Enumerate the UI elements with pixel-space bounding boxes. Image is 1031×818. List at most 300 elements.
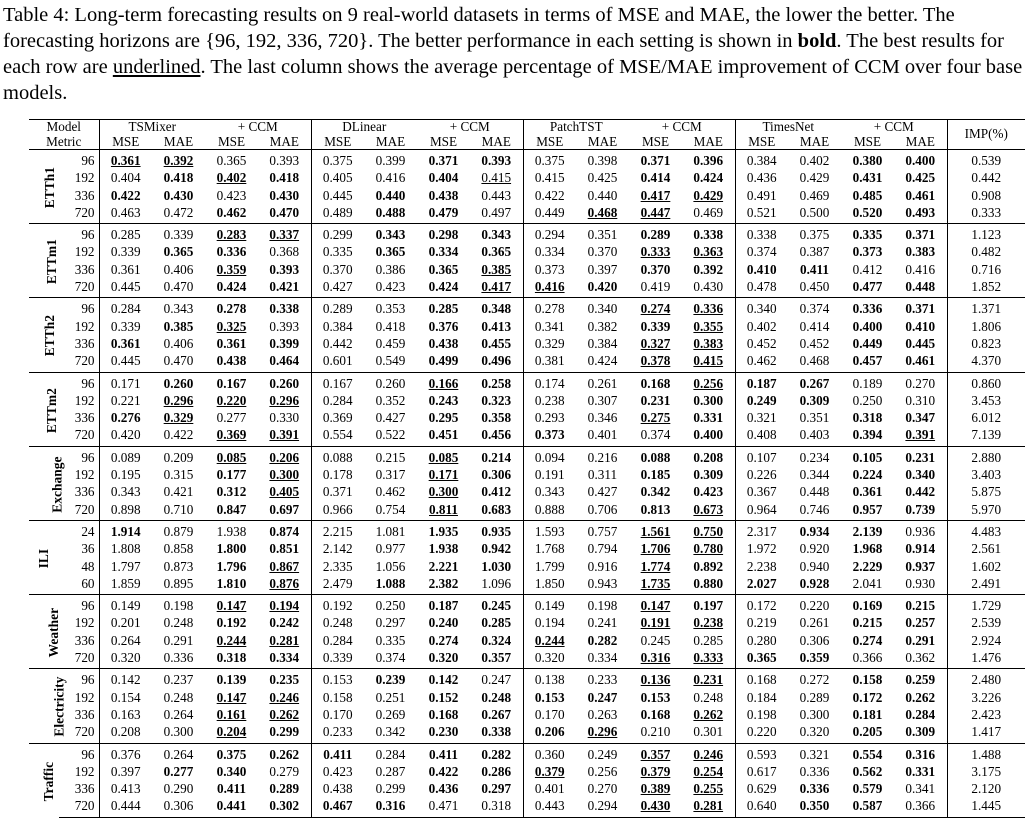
- value-cell: 0.370: [587, 244, 618, 260]
- value-cell: 0.348: [470, 298, 523, 318]
- value-cell: 0.739: [905, 501, 936, 517]
- horizon-cell: 96: [59, 669, 99, 689]
- value-cell: 0.280: [735, 632, 788, 649]
- value-cell: 0.352: [375, 392, 406, 408]
- value-cell: 0.411: [800, 261, 829, 277]
- value-cell: 0.366: [894, 797, 947, 817]
- table-row: [29, 372, 1025, 392]
- horizon-cell: 336: [74, 261, 95, 277]
- table-row: [29, 278, 1025, 298]
- value-cell: 0.448: [905, 279, 936, 295]
- value-cell: 0.338: [258, 298, 311, 318]
- caption-text-1: Table 4: Long-term forecasting results on 9 real-world datasets in terms of MSE and MAE, the lower the better. The forecasting horizons are {96, 192, 336, 720}. The better performance in each setting is shown in: [3, 4, 955, 52]
- value-cell: 0.274: [852, 632, 883, 648]
- value-cell: 0.640: [735, 797, 788, 817]
- imp-cell: 1.417: [947, 723, 1025, 743]
- value-cell: 0.401: [523, 780, 576, 797]
- value-cell: 0.353: [364, 298, 417, 318]
- table-row: [29, 335, 1025, 352]
- value-cell: 0.425: [905, 170, 936, 186]
- value-cell: 0.302: [258, 797, 311, 817]
- value-cell: 0.420: [587, 279, 618, 295]
- metric-header-mse: MSE: [641, 133, 670, 149]
- value-cell: 0.402: [735, 318, 788, 335]
- value-cell: 0.394: [852, 427, 883, 443]
- value-cell: 0.342: [640, 484, 671, 500]
- value-cell: 0.370: [311, 261, 364, 278]
- value-cell: 0.343: [99, 483, 152, 500]
- table-row: [29, 558, 1025, 575]
- horizon-cell: 720: [74, 650, 95, 666]
- caption-text-2: . The best results for each row are: [3, 30, 1004, 78]
- table-row: [29, 632, 1025, 649]
- value-cell: 0.416: [905, 261, 936, 277]
- imp-cell: 1.602: [947, 558, 1025, 575]
- value-cell: 0.333: [693, 650, 724, 666]
- value-cell: 0.237: [152, 669, 205, 689]
- dataset-label: [29, 446, 65, 520]
- value-cell: 0.331: [905, 763, 936, 779]
- value-cell: 0.375: [311, 150, 364, 170]
- model-header-timesnet-ccm: + CCM: [841, 120, 947, 135]
- value-cell: 0.873: [163, 558, 194, 574]
- imp-cell: 3.453: [947, 392, 1025, 409]
- value-cell: 0.219: [735, 614, 788, 631]
- value-cell: 0.299: [311, 224, 364, 244]
- value-cell: 0.393: [258, 150, 311, 170]
- value-cell: 0.168: [629, 372, 682, 392]
- value-cell: 0.459: [375, 335, 406, 351]
- value-cell: 0.334: [269, 650, 300, 666]
- table-row: [29, 483, 1025, 500]
- value-cell: 0.341: [905, 781, 936, 797]
- value-cell: 0.281: [682, 797, 735, 817]
- dataset-label: [29, 520, 59, 594]
- value-cell: 0.415: [693, 353, 724, 369]
- horizon-cell: 36: [81, 541, 95, 557]
- value-cell: 0.172: [852, 689, 883, 705]
- table-row: [29, 261, 1025, 278]
- value-cell: 1.096: [481, 575, 512, 591]
- value-cell: 0.401: [587, 427, 618, 443]
- value-cell: 0.209: [152, 446, 205, 466]
- value-cell: 0.445: [905, 335, 936, 351]
- value-cell: 0.285: [481, 615, 512, 631]
- value-cell: 2.229: [852, 558, 883, 574]
- value-cell: 0.220: [216, 392, 247, 408]
- value-cell: 0.300: [693, 392, 724, 408]
- value-cell: 0.306: [481, 467, 512, 483]
- value-cell: 0.278: [523, 298, 576, 318]
- value-cell: 0.272: [788, 669, 841, 689]
- value-cell: 0.930: [905, 575, 936, 591]
- value-cell: 0.794: [587, 541, 618, 557]
- value-cell: 0.469: [693, 204, 724, 220]
- value-cell: 0.152: [428, 689, 459, 705]
- value-cell: 0.360: [523, 743, 576, 763]
- value-cell: 0.351: [799, 410, 830, 426]
- value-cell: 0.300: [799, 706, 830, 722]
- value-cell: 0.147: [205, 595, 258, 615]
- value-cell: 0.416: [375, 170, 406, 186]
- value-cell: 0.468: [587, 204, 618, 220]
- value-cell: 0.387: [799, 244, 830, 260]
- value-cell: 0.154: [99, 689, 152, 706]
- value-cell: 0.329: [523, 335, 576, 352]
- value-cell: 0.375: [788, 224, 841, 244]
- value-cell: 0.629: [735, 780, 788, 797]
- value-cell: 0.920: [799, 541, 830, 557]
- value-cell: 0.497: [481, 204, 512, 220]
- value-cell: 1.938: [428, 541, 459, 557]
- value-cell: 0.344: [799, 467, 830, 483]
- metric-header-mse: MSE: [853, 133, 882, 149]
- value-cell: 0.471: [417, 797, 470, 817]
- value-cell: 0.397: [99, 763, 152, 780]
- value-cell: 0.185: [640, 467, 671, 483]
- metric-header-mse: MSE: [311, 135, 364, 150]
- value-cell: 0.402: [216, 170, 247, 186]
- horizon-cell: 336: [74, 484, 95, 500]
- value-cell: 0.472: [163, 204, 194, 220]
- value-cell: 1.056: [375, 558, 406, 574]
- value-cell: 0.361: [99, 261, 152, 278]
- value-cell: 0.250: [852, 392, 883, 408]
- value-cell: 0.431: [852, 170, 883, 186]
- value-cell: 0.463: [99, 204, 152, 224]
- horizon-cell: 192: [74, 244, 95, 260]
- value-cell: 0.423: [311, 763, 364, 780]
- value-cell: 2.142: [311, 540, 364, 557]
- value-cell: 0.424: [693, 170, 724, 186]
- value-cell: 0.436: [428, 781, 459, 797]
- value-cell: 0.267: [788, 372, 841, 392]
- value-cell: 0.293: [523, 409, 576, 426]
- value-cell: 0.320: [99, 649, 152, 669]
- value-cell: 0.389: [640, 781, 671, 797]
- table-row: [29, 187, 1025, 204]
- value-cell: 0.189: [841, 372, 894, 392]
- value-cell: 0.142: [417, 669, 470, 689]
- value-cell: 1.808: [99, 540, 152, 557]
- value-cell: 0.436: [735, 169, 788, 186]
- value-cell: 0.408: [735, 426, 788, 446]
- model-header-dlinear: DLinear: [311, 120, 417, 135]
- value-cell: 0.393: [269, 261, 300, 277]
- horizon-cell: 60: [81, 575, 95, 591]
- value-cell: 0.245: [640, 632, 671, 648]
- value-cell: 0.443: [481, 187, 512, 203]
- value-cell: 0.187: [417, 595, 470, 615]
- value-cell: 0.323: [481, 392, 512, 408]
- value-cell: 0.171: [428, 467, 459, 483]
- value-cell: 0.343: [523, 483, 576, 500]
- value-cell: 0.371: [894, 298, 947, 318]
- value-cell: 0.153: [523, 689, 576, 706]
- value-cell: 0.440: [587, 187, 618, 203]
- value-cell: 0.371: [629, 150, 682, 170]
- value-cell: 0.462: [375, 484, 406, 500]
- value-cell: 0.451: [428, 427, 459, 443]
- value-cell: 0.393: [269, 318, 300, 334]
- value-cell: 1.810: [216, 575, 247, 591]
- value-cell: 0.170: [311, 706, 364, 723]
- value-cell: 0.247: [587, 689, 618, 705]
- dataset-label: [29, 372, 59, 446]
- value-cell: 0.197: [682, 595, 735, 615]
- value-cell: 0.520: [852, 204, 883, 220]
- metric-header-mse: MSE: [217, 133, 246, 149]
- value-cell: 0.224: [852, 467, 883, 483]
- value-cell: 0.499: [428, 353, 459, 369]
- model-header-tsmixer: TSMixer: [99, 120, 205, 135]
- value-cell: 0.359: [799, 650, 830, 666]
- imp-cell: 4.370: [947, 352, 1025, 372]
- value-cell: 0.412: [852, 261, 883, 277]
- value-cell: 0.274: [629, 298, 682, 318]
- value-cell: 0.416: [523, 278, 576, 298]
- value-cell: 0.249: [735, 392, 788, 409]
- value-cell: 0.673: [693, 501, 724, 517]
- value-cell: 0.285: [693, 632, 724, 648]
- value-cell: 0.246: [269, 689, 300, 705]
- value-cell: 0.351: [576, 224, 629, 244]
- value-cell: 0.169: [841, 595, 894, 615]
- value-cell: 0.355: [693, 318, 724, 334]
- value-cell: 2.479: [311, 575, 364, 595]
- value-cell: 0.406: [163, 261, 194, 277]
- value-cell: 0.257: [905, 615, 936, 631]
- value-cell: 0.334: [428, 244, 459, 260]
- value-cell: 0.289: [629, 224, 682, 244]
- value-cell: 0.215: [894, 595, 947, 615]
- value-cell: 0.438: [428, 335, 459, 351]
- value-cell: 0.442: [311, 335, 364, 352]
- value-cell: 0.447: [640, 204, 671, 220]
- value-cell: 0.449: [852, 335, 883, 351]
- value-cell: 0.168: [428, 706, 459, 722]
- value-cell: 0.281: [269, 632, 300, 648]
- value-cell: 0.195: [99, 466, 152, 483]
- horizon-cell: 192: [74, 763, 95, 779]
- value-cell: 0.234: [788, 446, 841, 466]
- value-cell: 0.235: [258, 669, 311, 689]
- imp-header: IMP(%): [947, 120, 1025, 150]
- table-row: [29, 466, 1025, 483]
- value-cell: 0.342: [375, 724, 406, 740]
- table-row: [29, 723, 1025, 743]
- value-cell: 0.300: [269, 467, 300, 483]
- model-header-patchtst: PatchTST: [523, 120, 629, 135]
- horizon-cell: 336: [74, 781, 95, 797]
- value-cell: 0.341: [523, 318, 576, 335]
- table-row: [29, 243, 1025, 260]
- metric-header-mae: MAE: [163, 133, 194, 149]
- value-cell: 0.284: [99, 298, 152, 318]
- value-cell: 0.376: [428, 318, 459, 334]
- value-cell: 0.493: [905, 204, 936, 220]
- value-cell: 0.438: [311, 780, 364, 797]
- value-cell: 1.796: [216, 558, 247, 574]
- value-cell: 0.306: [152, 797, 205, 817]
- value-cell: 0.262: [269, 706, 300, 722]
- value-cell: 0.262: [258, 743, 311, 763]
- imp-cell: 2.924: [947, 632, 1025, 649]
- value-cell: 0.244: [216, 632, 247, 648]
- value-cell: 0.462: [216, 204, 247, 220]
- value-cell: 0.318: [852, 410, 883, 426]
- value-cell: 0.415: [481, 170, 512, 186]
- value-cell: 0.371: [894, 224, 947, 244]
- value-cell: 0.264: [152, 743, 205, 763]
- value-cell: 0.383: [693, 335, 724, 351]
- value-cell: 0.593: [735, 743, 788, 763]
- horizon-cell: 96: [59, 595, 99, 615]
- value-cell: 2.027: [735, 575, 788, 595]
- value-cell: 0.343: [152, 298, 205, 318]
- value-cell: 1.800: [216, 541, 247, 557]
- value-cell: 1.968: [852, 541, 883, 557]
- value-cell: 0.245: [470, 595, 523, 615]
- value-cell: 0.549: [375, 353, 406, 369]
- value-cell: 0.258: [470, 372, 523, 392]
- value-cell: 0.468: [799, 353, 830, 369]
- value-cell: 0.423: [693, 484, 724, 500]
- imp-cell: 0.442: [947, 169, 1025, 186]
- value-cell: 0.286: [481, 763, 512, 779]
- value-cell: 0.168: [735, 669, 788, 689]
- table-row: [29, 614, 1025, 631]
- value-cell: 0.158: [841, 669, 894, 689]
- value-cell: 0.385: [163, 318, 194, 334]
- value-cell: 0.874: [258, 520, 311, 540]
- imp-cell: 1.806: [947, 318, 1025, 335]
- value-cell: 0.240: [428, 615, 459, 631]
- value-cell: 0.851: [269, 541, 300, 557]
- value-cell: 0.216: [576, 446, 629, 466]
- value-cell: 0.418: [375, 318, 406, 334]
- value-cell: 0.283: [205, 224, 258, 244]
- value-cell: 1.774: [640, 558, 671, 574]
- value-cell: 0.261: [799, 615, 830, 631]
- value-cell: 0.430: [269, 187, 300, 203]
- value-cell: 0.858: [163, 541, 194, 557]
- imp-cell: 0.908: [947, 187, 1025, 204]
- metric-label: Metric: [46, 133, 82, 149]
- value-cell: 0.262: [693, 706, 724, 722]
- metric-header-mae: MAE: [587, 133, 618, 149]
- value-cell: 0.136: [629, 669, 682, 689]
- value-cell: 0.683: [481, 501, 512, 517]
- dataset-name: ETTm2: [43, 387, 59, 433]
- value-cell: 0.346: [587, 410, 618, 426]
- imp-cell: 2.561: [947, 540, 1025, 557]
- value-cell: 0.373: [852, 244, 883, 260]
- value-cell: 0.413: [99, 780, 152, 797]
- value-cell: 0.282: [587, 632, 618, 648]
- value-cell: 0.336: [682, 298, 735, 318]
- value-cell: 0.940: [799, 558, 830, 574]
- value-cell: 0.278: [205, 298, 258, 318]
- horizon-cell: 720: [74, 427, 95, 443]
- horizon-cell: 96: [59, 224, 99, 244]
- dataset-label: [29, 298, 59, 372]
- metric-header-mae: MAE: [481, 133, 511, 149]
- value-cell: 0.402: [788, 150, 841, 170]
- value-cell: 0.405: [269, 484, 300, 500]
- value-cell: 0.221: [99, 392, 152, 409]
- value-cell: 0.161: [216, 706, 247, 722]
- value-cell: 0.201: [99, 614, 152, 631]
- imp-cell: 0.333: [947, 204, 1025, 224]
- value-cell: 0.231: [682, 669, 735, 689]
- value-cell: 0.440: [375, 187, 406, 203]
- value-cell: 0.386: [375, 261, 406, 277]
- value-cell: 0.285: [417, 298, 470, 318]
- value-cell: 0.888: [523, 501, 576, 521]
- dataset-name: ETTh2: [41, 315, 57, 357]
- value-cell: 1.030: [481, 558, 512, 574]
- horizon-cell: 720: [74, 353, 95, 369]
- value-cell: 0.361: [99, 150, 152, 170]
- value-cell: 0.412: [481, 484, 512, 500]
- horizon-cell: 336: [74, 335, 95, 351]
- value-cell: 0.601: [311, 352, 364, 372]
- value-cell: 0.249: [576, 743, 629, 763]
- value-cell: 0.366: [852, 650, 883, 666]
- table-row: [29, 298, 1025, 318]
- value-cell: 0.410: [735, 261, 788, 278]
- value-cell: 0.706: [587, 501, 618, 517]
- value-cell: 0.928: [799, 575, 830, 591]
- value-cell: 0.455: [481, 335, 512, 351]
- value-cell: 0.757: [576, 520, 629, 540]
- value-cell: 0.477: [852, 279, 883, 295]
- dataset-name: Electricity: [51, 676, 67, 737]
- value-cell: 0.105: [841, 446, 894, 466]
- value-cell: 0.964: [735, 501, 788, 521]
- value-cell: 0.215: [852, 615, 883, 631]
- horizon-cell: 336: [74, 410, 95, 426]
- value-cell: 0.316: [640, 650, 671, 666]
- value-cell: 2.382: [428, 575, 459, 591]
- value-cell: 0.282: [470, 743, 523, 763]
- value-cell: 0.470: [163, 353, 194, 369]
- table-row: [29, 743, 1025, 763]
- value-cell: 0.867: [269, 558, 300, 574]
- imp-cell: 2.120: [947, 780, 1025, 797]
- value-cell: 1.935: [417, 520, 470, 540]
- value-cell: 0.500: [799, 204, 830, 220]
- imp-cell: 5.875: [947, 483, 1025, 500]
- value-cell: 0.088: [629, 446, 682, 466]
- value-cell: 0.424: [428, 279, 459, 295]
- value-cell: 0.336: [163, 650, 194, 666]
- model-header-dlinear-ccm: + CCM: [417, 120, 523, 135]
- value-cell: 0.462: [735, 352, 788, 372]
- value-cell: 0.210: [640, 724, 671, 740]
- value-cell: 0.445: [311, 187, 364, 204]
- value-cell: 0.270: [894, 372, 947, 392]
- value-cell: 0.192: [216, 615, 247, 631]
- horizon-cell: 24: [59, 520, 99, 540]
- horizon-cell: 96: [59, 446, 99, 466]
- value-cell: 0.361: [99, 335, 152, 352]
- value-cell: 0.376: [99, 743, 152, 763]
- value-cell: 0.239: [364, 669, 417, 689]
- value-cell: 0.343: [364, 224, 417, 244]
- value-cell: 2.221: [428, 558, 459, 574]
